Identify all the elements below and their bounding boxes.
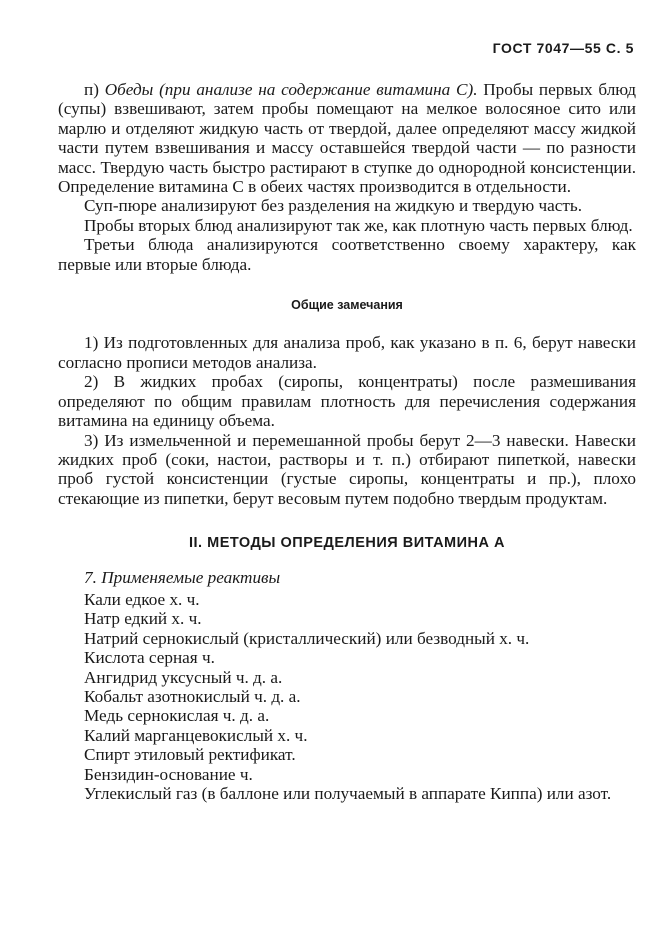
reagent-item: Натрий сернокислый (кристаллический) или безводный х. ч. (84, 628, 530, 648)
item-title: Обеды (при анализе на содержание витамина С). (104, 80, 478, 99)
section-title-vitamin-a: II. МЕТОДЫ ОПРЕДЕЛЕНИЯ ВИТАМИНА А (189, 535, 505, 552)
general-remark-1: 1) Из подготовленных для анализа проб, как указано в п. 6, берут навески согласно прописи методов анализа. (58, 333, 636, 372)
section-title-general: Общие замечания (291, 298, 403, 313)
reagent-item: Натр едкий х. ч. (84, 609, 202, 629)
paragraph-text: Пробы первых блюд (супы) взвешивают, затем пробы помещают на мелкое волосяное сито или марлю и отделяют жидкую часть от твердой, далее определяют массу жидкой части путем взвешивания и массу оставшейся твердой части — по разности масс. Твердую часть быстро растирают в ступке до однородной консистенции. Определение витамина С в обеих частях производится в отдельности. (58, 80, 636, 197)
paragraph-lunches (58, 80, 636, 196)
reagent-item: Кали едкое х. ч. (84, 589, 200, 609)
general-remark-2: 2) В жидких пробах (сиропы, концентраты) после размешивания определяют по общим правилам плотность для перечисления содержания витамина на единицу объема. (58, 372, 636, 431)
reagent-item: Кобальт азотнокислый ч. д. а. (84, 686, 301, 706)
reagent-item: Медь сернокислая ч. д. а. (84, 706, 270, 726)
page-header: ГОСТ 7047—55 С. 5 (492, 40, 634, 56)
reagent-item: Ангидрид уксусный ч. д. а. (84, 667, 283, 687)
document-body (58, 80, 636, 803)
paragraph-third-courses: Третьи блюда анализируются соответственно своему характеру, как первые или вторые блюда. (58, 235, 636, 274)
reagent-item: Углекислый газ (в баллоне или получаемый в аппарате Киппа) или азот. (84, 784, 612, 803)
reagent-item: Бензидин-основание ч. (84, 764, 253, 784)
reagent-item: Кислота серная ч. (84, 648, 215, 668)
item-letter: п) (84, 80, 105, 99)
paragraph-soup-puree: Суп-пюре анализируют без разделения на жидкую и твердую часть. (84, 196, 582, 216)
reagent-item: Спирт этиловый ректификат. (84, 745, 296, 765)
reagent-item: Калий марганцевокислый х. ч. (84, 725, 308, 745)
general-remark-3: 3) Из измельченной и перемешанной пробы берут 2—3 навески. Навески жидких проб (соки, настои, растворы и т. п.) отбирают пипеткой, навески проб густой консистенции (густые сиропы, концентраты и пр.), плохо стекающие из пипетки, берут весовым путем подобно твердым продуктам. (58, 430, 636, 508)
reagents-subheading: 7. Применяемые реактивы (84, 567, 281, 587)
reagents-list (58, 590, 636, 803)
paragraph-second-courses: Пробы вторых блюд анализируют так же, как плотную часть первых блюд. (84, 215, 633, 235)
